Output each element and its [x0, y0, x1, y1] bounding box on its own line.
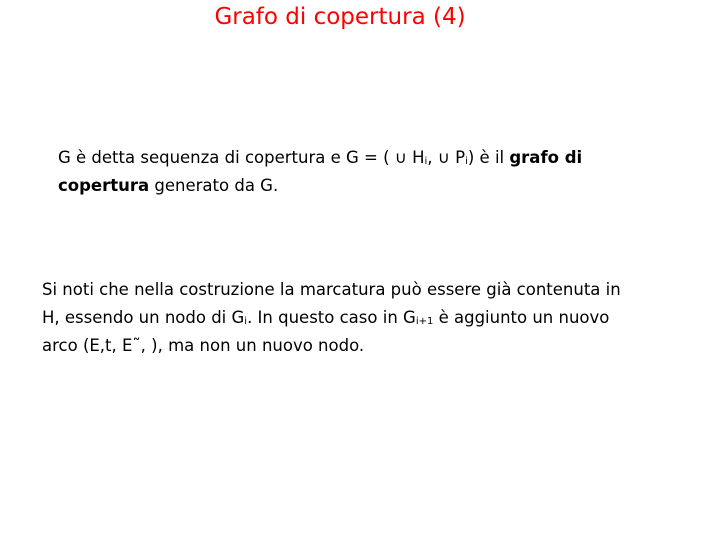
- text-segment: G è detta sequenza di copertura e G = (: [58, 148, 395, 167]
- subscript-i: i: [424, 156, 428, 167]
- text-segment: generato da G.: [149, 176, 279, 195]
- union-symbol: ∪: [437, 148, 450, 167]
- subscript-i: i: [244, 316, 248, 327]
- subscript-i-plus-1: i+1: [415, 316, 434, 327]
- note-line-3: arco (E,t, E˜, ), ma non un nuovo nodo.: [42, 336, 365, 355]
- bold-term-grafo-di: grafo di: [509, 148, 583, 167]
- text-segment: . In questo caso in G: [247, 308, 416, 327]
- text-segment: ) è il: [467, 148, 510, 167]
- text-segment: H: [406, 148, 425, 167]
- definition-paragraph: [58, 144, 658, 200]
- text-segment: P: [449, 148, 466, 167]
- text-segment: è aggiunto un nuovo: [433, 308, 610, 327]
- note-paragraph: [42, 276, 702, 360]
- definition-line-2: [58, 172, 658, 200]
- slide-title: Grafo di copertura (4): [214, 4, 466, 30]
- definition-line-1: [58, 144, 658, 172]
- note-line-1: Si noti che nella costruzione la marcatura può essere già contenuta in: [42, 280, 621, 299]
- subscript-i: i: [465, 156, 468, 167]
- text-segment: ,: [427, 148, 438, 167]
- union-symbol: ∪: [394, 148, 407, 167]
- bold-term-copertura: copertura: [58, 176, 150, 195]
- note-line-2: [42, 304, 702, 332]
- text-segment: H, essendo un nodo di G: [42, 308, 245, 327]
